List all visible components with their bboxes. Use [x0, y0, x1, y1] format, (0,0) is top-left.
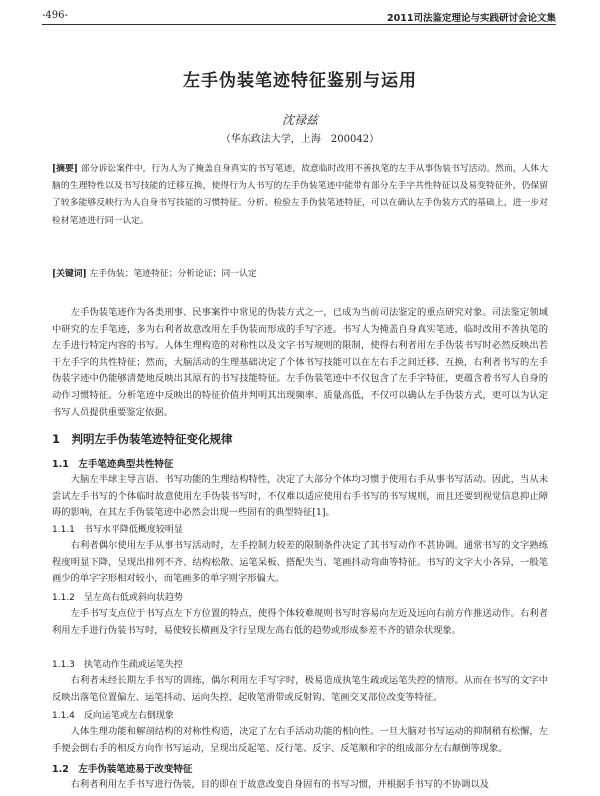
section-1-1-1-paragraph: 右利者偶尔使用左手从事书写活动时，左手控制力较差的限制条件决定了其书写动作不甚协调。通常书写的文字熟练程度明显下降，呈现出排列不齐、结构松散、运笔呆板、搭配失当、笔画抖动弯曲等特征。书写的文字大小各异，一般笔画少的单字字形相对较小，而笔画多的单字则字形偏大。: [52, 540, 548, 585]
section-1-1-2-heading: 1.1.2 呈左高右低或斜向状趋势: [52, 593, 183, 603]
section-1-1-3-heading: 1.1.3 执笔动作生疏或运笔失控: [52, 660, 183, 670]
section-1-1-3-paragraph: 右利者未经长期左手书写的训练，偶尔利用左手写字时，极易造成执笔生疏或运笔失控的情形。从而在书写的文字中反映出落笔位置偏左、运笔抖动、运向失控、起收笔滑带或反射钩、笔画交叉部位改变等特征。: [52, 675, 548, 703]
journal-title: 2011司法鉴定理论与实践研讨会论文集: [387, 13, 556, 24]
section-1-1-1-heading: 1.1.1 书写水平降低概度较明显: [52, 525, 183, 535]
keywords-label: [关键词]: [52, 269, 87, 279]
paper-title: 左手伪装笔迹特征鉴别与运用: [183, 71, 417, 91]
section-1-1-2-paragraph: 左手书写支点位于书写点左下方位置的特点，使得个体较难规则书写时容易向左近及远向右前方作推送动作。右利者利用左手进行伪装书写时，易使较长横画及字行呈现左高右低的趋势或形成参差不齐的错杂状现象。: [52, 608, 548, 636]
intro-paragraph: 左手伪装笔迹作为各类刑事、民事案件中常见的伪装方式之一，已成为当前司法鉴定的重点研究对象。司法鉴定领域中研究的左手笔迹，多为右利者故意改用左手伪装而形成的手写字迹。书写人为掩盖自身真实笔迹，临时改用不善执笔的左手进行特定内容的书写。人体生理构造的对称性以及文字书写规则的限制，使得右利者用左手伪装书写时必然反映出若干左手字的共性特征；然而，大脑活动的生理基础决定了个体书写技能可以在左右手之间迁移、互换，右利者书写的左手伪装字迹中仍能够清楚地反映出其原有的书写技能特征。左手伪装笔迹中不仅包含了左手字特征，更蕴含着书写人自身的动作习惯特征。分析笔迹中反映出的特征价值并判明其出现频率、质量高低，不仅可以确认左手伪装方式，更可以为认定书写人员提供重要鉴定依据。: [52, 307, 548, 418]
section-1-1-4-heading: 1.1.4 反向运笔或左右倒现象: [52, 711, 174, 721]
section-1-2-heading: 1.2 左手伪装笔迹易于改变特征: [52, 764, 193, 775]
abstract: [52, 161, 548, 230]
abstract-text: 部分诉讼案件中，行为人为了掩盖自身真实的书写笔迹，故意临时改用不善执笔的左手从事伪装书写活动。然而，人体大脑的生理特性以及书写技能的迁移互换，使得行为人书写的左手伪装笔迹中能带有部分左手字共性特征以及易变特征外，仍保留了较多能够反映行为人自身书写技能的习惯特征。分析、检验左手伪装笔迹特征，可以在确认左手伪装方式的基础上，进一步对检材笔迹进行同一认定。: [52, 164, 549, 226]
section-1-1-4-paragraph: 人体生理功能和解剖结构的对称性构造，决定了左右手活动功能的相向性。一旦大脑对书写运动的抑制稍有松懈，左手便会倒右手的相反方向作书写运动，呈现出反起笔、反行笔、反字、反笔顺和字的组成部分左右颠倒等现象。: [52, 726, 548, 754]
abstract-label: [摘要]: [52, 164, 78, 174]
section-1-2-paragraph: 右利者利用左手书写进行伪装，目的即在于故意改变自身固有的书写习惯，并根据手书写的不协调以及: [70, 779, 489, 790]
keywords-text: 左手伪装；笔迹特征；分析论证；同一认定: [89, 269, 257, 279]
author-name: 沈禄兹: [281, 113, 318, 127]
page-number: -496-: [42, 10, 68, 21]
keywords: [52, 266, 548, 283]
author-affiliation: （华东政法大学，上海 200042）: [220, 134, 380, 145]
running-header: [42, 8, 556, 25]
section-1-1-heading: 1.1 左手笔迹典型共性特征: [52, 459, 174, 470]
section-1-1-paragraph: 大脑左半球主导言语、书写功能的生理结构特性，决定了大部分个体均习惯于使用右手从事书写活动。因此，当从未尝试左手书写的个体临时故意使用左手伪装书写时，不仅难以适应使用右手书写的书写规则，而且还要到视觉信息抑止障碍的影响，在其左手伪装笔迹中必然会出现一些固有的典型特征[1]。: [52, 474, 548, 519]
section-1-heading: 1 判明左手伪装笔迹特征变化规律: [52, 432, 233, 446]
